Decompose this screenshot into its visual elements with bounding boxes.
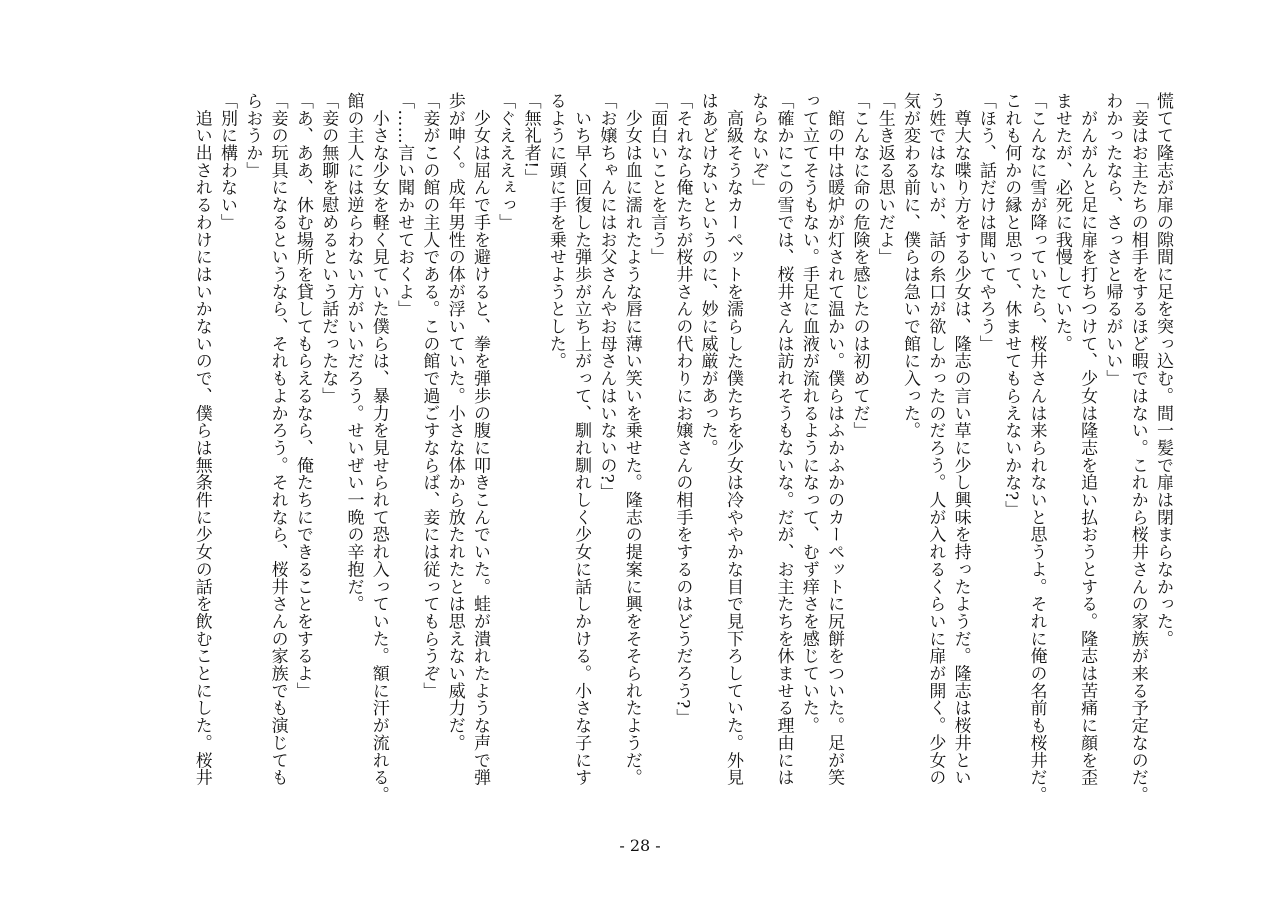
text-line: 少女は血に濡れたような唇に薄い笑いを乗せた。隆志の提案に興をそそられたようだ。 <box>621 92 642 786</box>
text-line: るように頭に手を乗せようとした。 <box>545 92 566 370</box>
text-line: 「こんなに雪が降っていたら、桜井さんは来られないと思うよ。それに俺の名前も桜井だ。 <box>1026 92 1047 804</box>
text-line: わかったなら、さっさと帰るがいい」 <box>1102 92 1123 387</box>
text-line: う姓ではないが、話の糸口が欲しかったのだろう。人が入れるくらいに扉が開く。少女の <box>925 92 946 786</box>
text-line: 小さな少女を軽く見ていた僕らは、暴力を見せられて恐れ入っていた。額に汗が流れる。 <box>368 92 389 804</box>
text-line: 「ほう、話だけは聞いてやろう」 <box>975 92 996 353</box>
text-line: がんがんと足に扉を打ちつけて、少女は隆志を追い払おうとする。隆志は苦痛に顔を歪 <box>1077 92 1098 786</box>
text-line: ならないぞ」 <box>748 92 769 197</box>
text-line: 「ぐえええぇっ」 <box>495 92 516 231</box>
text-line: らおうか」 <box>242 92 263 179</box>
text-line: 慌てて隆志が扉の隙間に足を突っ込む。間一髪で扉は閉まらなかった。 <box>1153 92 1173 648</box>
text-line: 「それなら俺たちが桜井さんの代わりにお嬢さんの相手をするのはどうだろう?」 <box>672 92 693 727</box>
body-text <box>100 92 1175 827</box>
text-line: 「……言い聞かせておくよ」 <box>394 92 415 318</box>
text-line: 館の中は暖炉が灯されて温かい。僕らはふかふかのカーペットに尻餅をついた。足が笑 <box>824 92 845 786</box>
text-line: 「妾がこの館の主人である。この館で過ごすならば、妾には従ってもらうぞ」 <box>419 92 440 700</box>
text-line: 「無礼者!」 <box>520 92 541 186</box>
text-line: 館の主人には逆らわない方がいいだろう。せいぜい一晩の辛抱だ。 <box>343 92 364 613</box>
text-line: 「妾の無聊を慰めるという話だったな」 <box>318 92 339 405</box>
text-line: って立てそうもない。手足に血液が流れるようになって、むず痒さを感じていた。 <box>798 92 819 734</box>
text-line: 「妾はお主たちの相手をするほど暇ではない。これから桜井さんの家族が来る予定なのだ。 <box>1127 92 1148 804</box>
text-line: 高級そうなカーペットを濡らした僕たちを少女は冷ややかな目で見下ろしていた。外見 <box>722 92 743 786</box>
text-line: 「こんなに命の危険を感じたのは初めてだ」 <box>849 92 870 439</box>
text-line: 追い出されるわけにはいかないので、僕らは無条件に少女の話を飲むことにした。桜井 <box>191 92 212 786</box>
text-line: ませたが、必死に我慢していた。 <box>1051 92 1072 353</box>
text-line: 少女は屈んで手を避けると、拳を弾歩の腹に叩きこんでいた。蛙が潰れたような声で弾 <box>469 92 490 786</box>
text-line: 気が変わる前に、僕らは急いで館に入った。 <box>900 92 921 439</box>
text-line: 「別に構わない」 <box>217 92 238 231</box>
text-line: 歩が呻く。成年男性の体が浮いていた。小さな体から放たれたとは思えない威力だ。 <box>444 92 465 752</box>
text-line: いち早く回復した弾歩が立ち上がって、馴れ馴れしく少女に話しかける。小さな子にす <box>571 92 592 786</box>
text-line: 「あ、ああ、休む場所を貸してもらえるなら、俺たちにできることをするよ」 <box>292 92 313 700</box>
text-line: これも何かの縁と思って、休ませてもらえないかな?」 <box>1001 92 1022 518</box>
text-line: 「生き返る思いだよ」 <box>874 92 895 266</box>
text-line: 尊大な喋り方をする少女は、隆志の言い草に少し興味を持ったようだ。隆志は桜井とい <box>950 92 971 786</box>
text-line: 「面白いことを言う」 <box>647 92 668 266</box>
text-line: 「妾の玩具になるというなら、それもよかろう。それなら、桜井さんの家族でも演じても <box>267 92 288 786</box>
text-line: 「確かにこの雪では、桜井さんは訪れそうもないな。だが、お主たちを休ませる理由には <box>773 92 794 786</box>
text-line: はあどけないというのに、妙に威厳があった。 <box>697 92 718 457</box>
page-number: - 28 - <box>619 836 661 855</box>
text-line: 「お嬢ちゃんにはお父さんやお母さんはいないの?」 <box>596 92 617 501</box>
